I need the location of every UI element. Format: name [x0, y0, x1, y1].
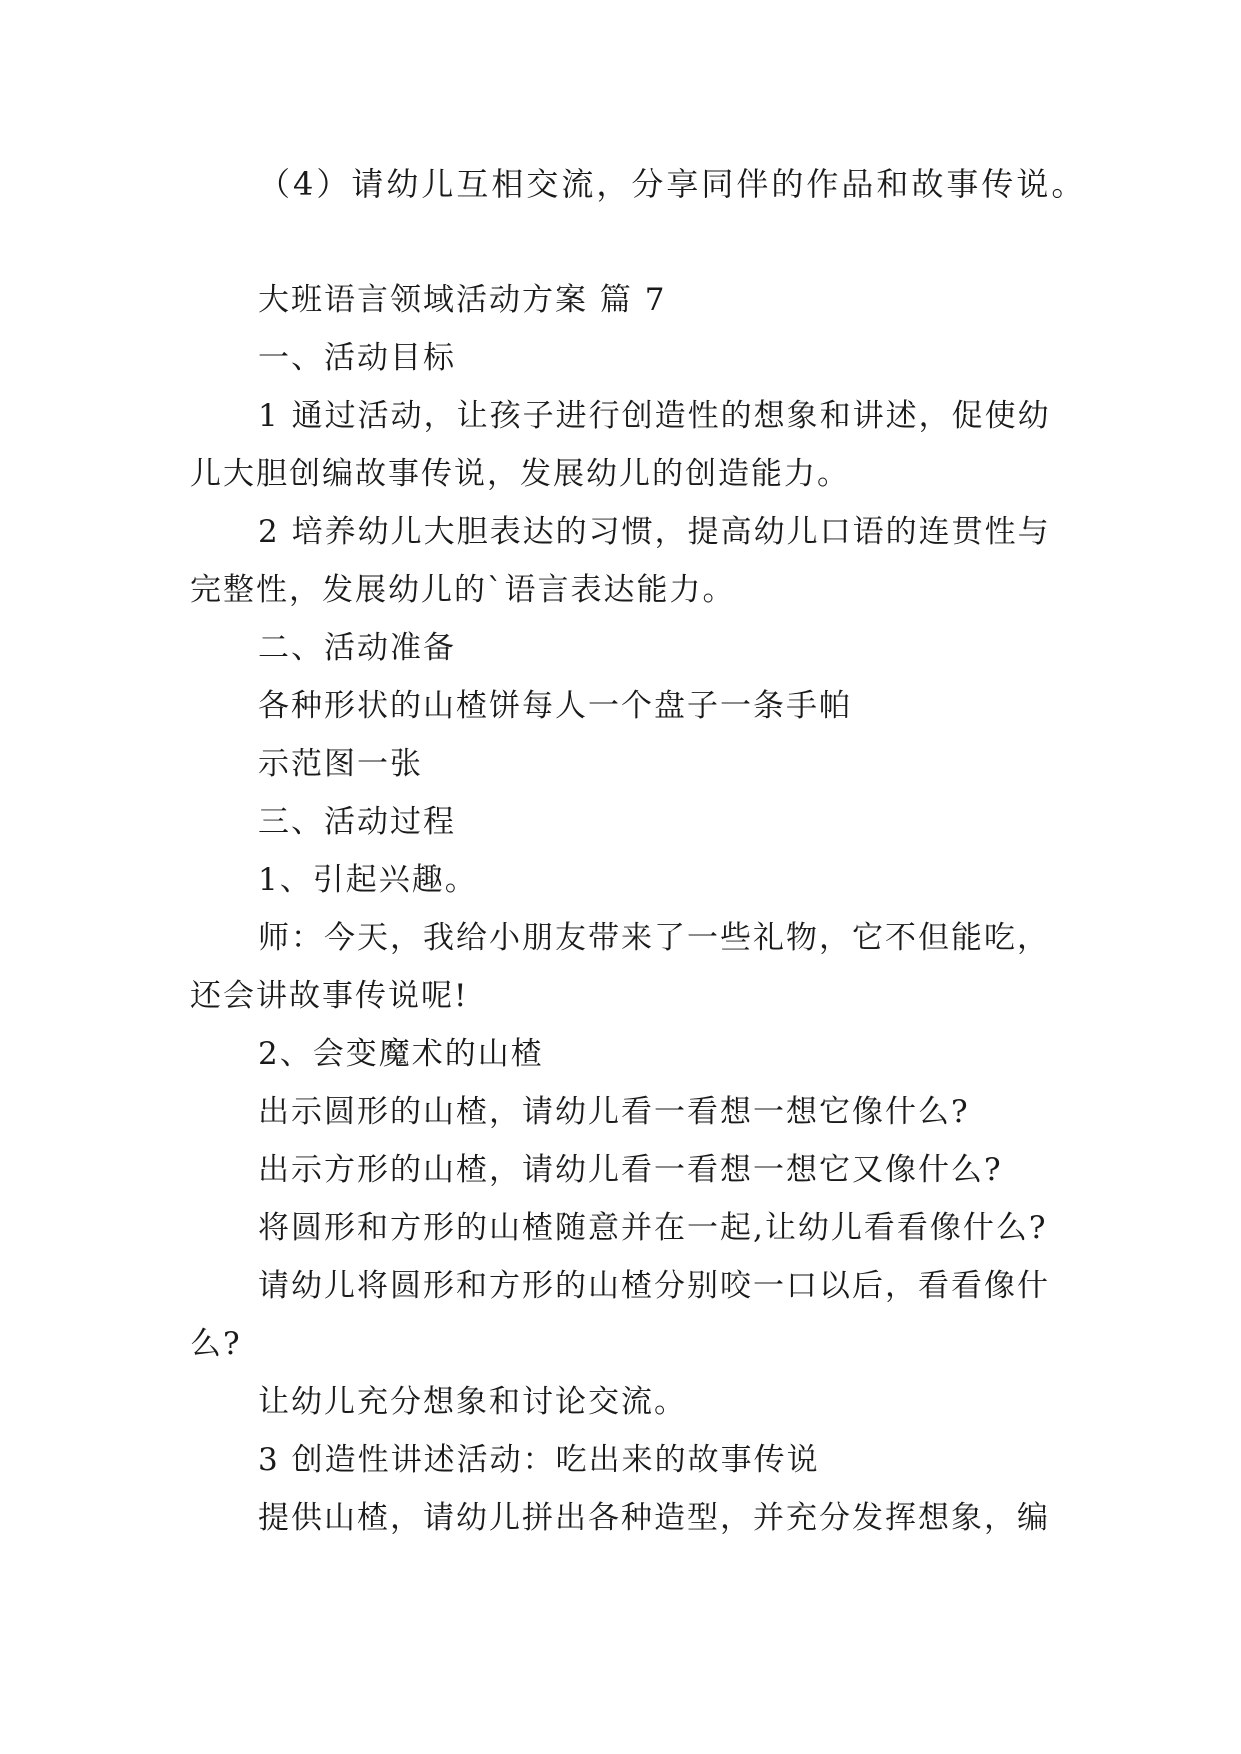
paragraph-line: 儿大胆创编故事传说，发展幼儿的创造能力。: [190, 456, 850, 492]
paragraph-line: 还会讲故事传说呢!: [190, 978, 469, 1014]
paragraph-line: 2 培养幼儿大胆表达的习惯，提高幼儿口语的连贯性与: [258, 514, 1051, 550]
paragraph-line: 出示圆形的山楂，请幼儿看一看想一想它像什么?: [258, 1094, 970, 1130]
heading-activity-preparation: 二、活动准备: [258, 630, 456, 666]
paragraph-line: 将圆形和方形的山楂随意并在一起,让幼儿看看像什么?: [258, 1210, 1048, 1246]
paragraph-line: 么?: [190, 1326, 242, 1362]
paragraph-line: 2、会变魔术的山楂: [258, 1036, 544, 1072]
heading-activity-goals: 一、活动目标: [258, 340, 456, 376]
paragraph-line: 请幼儿将圆形和方形的山楂分别咬一口以后，看看像什: [258, 1268, 1050, 1304]
paragraph-line: （4）请幼儿互相交流，分享同伴的作品和故事传说。: [258, 165, 1087, 203]
section-title: 大班语言领域活动方案 篇 7: [258, 282, 667, 318]
paragraph-line: 师：今天，我给小朋友带来了一些礼物，它不但能吃，: [258, 920, 1050, 956]
paragraph-line: 1 通过活动，让孩子进行创造性的想象和讲述，促使幼: [258, 398, 1051, 434]
paragraph-line: 各种形状的山楂饼每人一个盘子一条手帕: [258, 688, 852, 724]
heading-activity-process: 三、活动过程: [258, 804, 456, 840]
paragraph-line: 提供山楂，请幼儿拼出各种造型，并充分发挥想象，编: [258, 1500, 1050, 1536]
paragraph-line: 完整性，发展幼儿的`语言表达能力。: [190, 572, 736, 608]
paragraph-line: 示范图一张: [258, 746, 423, 782]
paragraph-line: 1、引起兴趣。: [258, 862, 478, 898]
paragraph-line: 3 创造性讲述活动：吃出来的故事传说: [258, 1442, 820, 1478]
paragraph-line: 出示方形的山楂，请幼儿看一看想一想它又像什么?: [258, 1152, 1003, 1188]
paragraph-line: 让幼儿充分想象和讨论交流。: [258, 1384, 687, 1420]
